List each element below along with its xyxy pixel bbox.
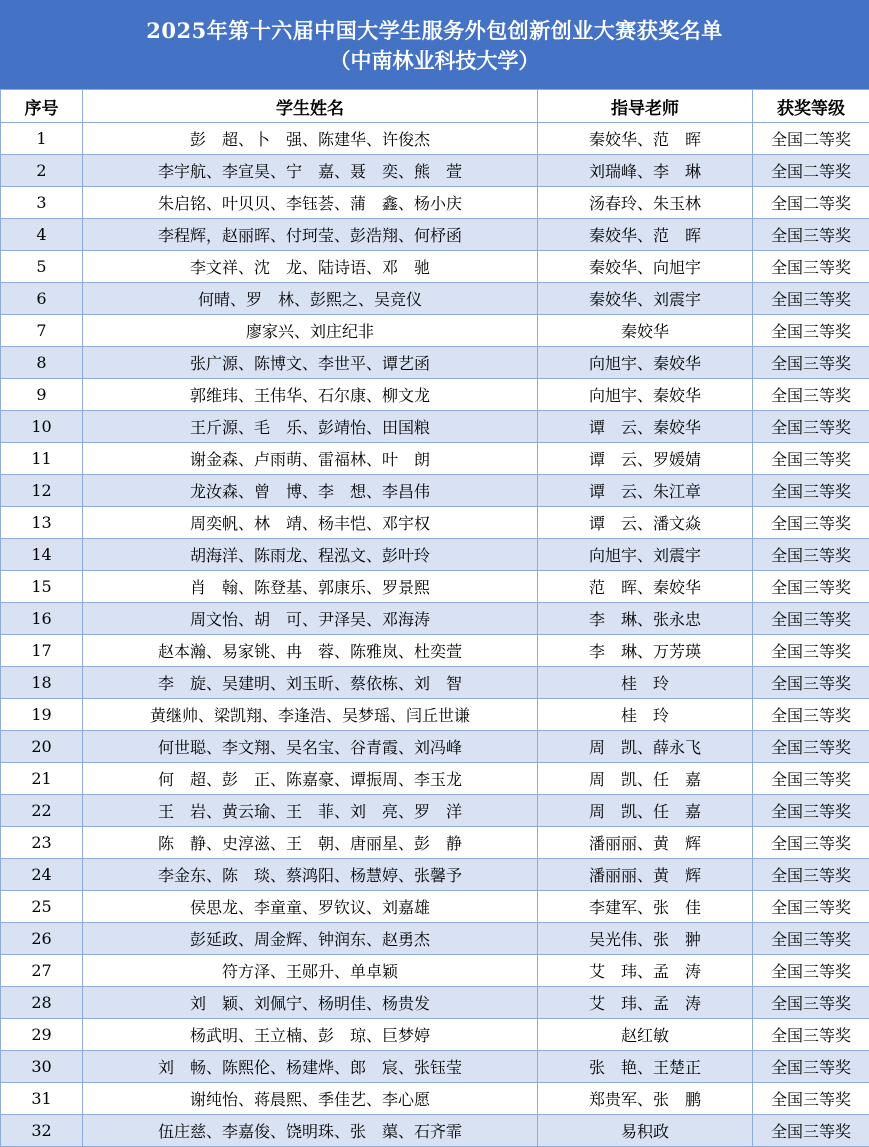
cell-student-names: 赵本瀚、易家铫、冉 蓉、陈雅岚、杜奕萱 [83, 635, 538, 667]
cell-advisors: 吴光伟、张 翀 [538, 923, 753, 955]
table-row [1, 315, 869, 347]
table-row [1, 827, 869, 859]
cell-advisors: 范 晖、秦姣华 [538, 571, 753, 603]
table-row [1, 251, 869, 283]
cell-student-names: 李金东、陈 琰、蔡鸿阳、杨慧婷、张馨予 [83, 859, 538, 891]
cell-award-level: 全国三等奖 [753, 507, 869, 539]
table-row [1, 603, 869, 635]
table-row [1, 219, 869, 251]
cell-advisors: 赵红敏 [538, 1019, 753, 1051]
cell-index: 12 [1, 475, 83, 507]
table-body [1, 123, 869, 1147]
cell-advisors: 艾 玮、孟 涛 [538, 987, 753, 1019]
cell-advisors: 向旭宇、刘震宇 [538, 539, 753, 571]
cell-award-level: 全国三等奖 [753, 667, 869, 699]
cell-index: 25 [1, 891, 83, 923]
cell-advisors: 秦姣华、向旭宇 [538, 251, 753, 283]
cell-student-names: 何晴、罗 林、彭熙之、吴竞仪 [83, 283, 538, 315]
cell-award-level: 全国三等奖 [753, 603, 869, 635]
cell-award-level: 全国三等奖 [753, 955, 869, 987]
cell-index: 7 [1, 315, 83, 347]
cell-index: 20 [1, 731, 83, 763]
cell-student-names: 周文怡、胡 可、尹泽吴、邓海涛 [83, 603, 538, 635]
cell-student-names: 肖 翰、陈登基、郭康乐、罗景熙 [83, 571, 538, 603]
table-row [1, 1051, 869, 1083]
table-row [1, 283, 869, 315]
cell-award-level: 全国三等奖 [753, 283, 869, 315]
cell-student-names: 刘 颖、刘佩宁、杨明佳、杨贵发 [83, 987, 538, 1019]
cell-award-level: 全国三等奖 [753, 443, 869, 475]
cell-award-level: 全国三等奖 [753, 379, 869, 411]
cell-advisors: 向旭宇、秦姣华 [538, 379, 753, 411]
cell-award-level: 全国三等奖 [753, 635, 869, 667]
cell-award-level: 全国三等奖 [753, 891, 869, 923]
cell-index: 27 [1, 955, 83, 987]
cell-student-names: 彭延政、周金辉、钟润东、赵勇杰 [83, 923, 538, 955]
cell-advisors: 周 凯、任 嘉 [538, 763, 753, 795]
cell-advisors: 秦姣华、范 晖 [538, 219, 753, 251]
cell-award-level: 全国三等奖 [753, 347, 869, 379]
cell-award-level: 全国三等奖 [753, 699, 869, 731]
cell-student-names: 郭维玮、王伟华、石尔康、柳文龙 [83, 379, 538, 411]
cell-student-names: 龙汝森、曾 博、李 想、李昌伟 [83, 475, 538, 507]
header-student-names: 学生姓名 [83, 90, 538, 123]
cell-award-level: 全国三等奖 [753, 475, 869, 507]
cell-student-names: 王 岩、黄云瑜、王 菲、刘 亮、罗 洋 [83, 795, 538, 827]
cell-index: 13 [1, 507, 83, 539]
cell-advisors: 秦姣华、刘震宇 [538, 283, 753, 315]
cell-award-level: 全国三等奖 [753, 731, 869, 763]
cell-index: 21 [1, 763, 83, 795]
cell-student-names: 侯思龙、李童童、罗钦议、刘嘉雄 [83, 891, 538, 923]
cell-index: 10 [1, 411, 83, 443]
cell-index: 29 [1, 1019, 83, 1051]
cell-index: 4 [1, 219, 83, 251]
table-row [1, 795, 869, 827]
cell-advisors: 李建军、张 佳 [538, 891, 753, 923]
cell-index: 19 [1, 699, 83, 731]
cell-index: 17 [1, 635, 83, 667]
cell-award-level: 全国二等奖 [753, 187, 869, 219]
cell-advisors: 艾 玮、孟 涛 [538, 955, 753, 987]
cell-award-level: 全国三等奖 [753, 923, 869, 955]
table-row [1, 187, 869, 219]
table-row [1, 987, 869, 1019]
cell-advisors: 郑贵军、张 鹏 [538, 1083, 753, 1115]
cell-award-level: 全国二等奖 [753, 123, 869, 155]
table-header-row [1, 90, 869, 123]
cell-index: 15 [1, 571, 83, 603]
cell-advisors: 潘丽丽、黄 辉 [538, 827, 753, 859]
cell-advisors: 潘丽丽、黄 辉 [538, 859, 753, 891]
table-row [1, 1115, 869, 1147]
cell-advisors: 易积政 [538, 1115, 753, 1147]
cell-advisors: 李 琳、万芳瑛 [538, 635, 753, 667]
cell-index: 23 [1, 827, 83, 859]
table-row [1, 763, 869, 795]
cell-advisors: 桂 玲 [538, 667, 753, 699]
cell-index: 28 [1, 987, 83, 1019]
cell-award-level: 全国三等奖 [753, 1051, 869, 1083]
cell-award-level: 全国二等奖 [753, 155, 869, 187]
table-row [1, 347, 869, 379]
table-row [1, 155, 869, 187]
cell-index: 14 [1, 539, 83, 571]
cell-index: 26 [1, 923, 83, 955]
cell-award-level: 全国三等奖 [753, 1115, 869, 1147]
cell-index: 16 [1, 603, 83, 635]
cell-index: 3 [1, 187, 83, 219]
cell-advisors: 张 艳、王楚正 [538, 1051, 753, 1083]
cell-index: 8 [1, 347, 83, 379]
cell-student-names: 张广源、陈博文、李世平、谭艺函 [83, 347, 538, 379]
cell-student-names: 陈 静、史淳滋、王 朝、唐丽星、彭 静 [83, 827, 538, 859]
cell-student-names: 朱启铭、叶贝贝、李钰荟、蒲 鑫、杨小庆 [83, 187, 538, 219]
page-subtitle: （中南林业科技大学） [330, 46, 540, 76]
cell-student-names: 胡海洋、陈雨龙、程泓文、彭叶玲 [83, 539, 538, 571]
cell-advisors: 周 凯、薛永飞 [538, 731, 753, 763]
cell-index: 5 [1, 251, 83, 283]
cell-student-names: 杨武明、王立楠、彭 琼、巨梦婷 [83, 1019, 538, 1051]
cell-student-names: 谢金森、卢雨萌、雷福林、叶 朗 [83, 443, 538, 475]
award-table [0, 89, 869, 1147]
cell-advisors: 刘瑞峰、李 琳 [538, 155, 753, 187]
table-row [1, 923, 869, 955]
cell-award-level: 全国三等奖 [753, 1019, 869, 1051]
cell-award-level: 全国三等奖 [753, 411, 869, 443]
cell-student-names: 李文祥、沈 龙、陆诗语、邓 驰 [83, 251, 538, 283]
cell-index: 1 [1, 123, 83, 155]
cell-advisors: 秦姣华 [538, 315, 753, 347]
table-row [1, 123, 869, 155]
cell-advisors: 桂 玲 [538, 699, 753, 731]
table-row [1, 859, 869, 891]
cell-award-level: 全国三等奖 [753, 827, 869, 859]
table-row [1, 731, 869, 763]
cell-advisors: 谭 云、秦姣华 [538, 411, 753, 443]
cell-index: 32 [1, 1115, 83, 1147]
header-index: 序号 [1, 90, 83, 123]
table-row [1, 699, 869, 731]
table-row [1, 1083, 869, 1115]
cell-advisors: 周 凯、任 嘉 [538, 795, 753, 827]
cell-award-level: 全国三等奖 [753, 571, 869, 603]
table-row [1, 475, 869, 507]
table-row [1, 955, 869, 987]
cell-index: 6 [1, 283, 83, 315]
cell-student-names: 周奕帆、林 靖、杨丰恺、邓宇权 [83, 507, 538, 539]
title-banner [0, 0, 869, 89]
cell-advisors: 谭 云、朱江章 [538, 475, 753, 507]
table-row [1, 379, 869, 411]
cell-award-level: 全国三等奖 [753, 859, 869, 891]
table-row [1, 891, 869, 923]
cell-index: 24 [1, 859, 83, 891]
cell-index: 18 [1, 667, 83, 699]
cell-index: 31 [1, 1083, 83, 1115]
cell-index: 2 [1, 155, 83, 187]
cell-student-names: 李 旋、吴建明、刘玉昕、蔡依栋、刘 智 [83, 667, 538, 699]
cell-award-level: 全国三等奖 [753, 251, 869, 283]
cell-student-names: 黄继帅、梁凯翔、李逢浩、吴梦瑶、闫丘世谦 [83, 699, 538, 731]
cell-student-names: 王斤源、毛 乐、彭靖怡、田国粮 [83, 411, 538, 443]
cell-student-names: 彭 超、卜 强、陈建华、许俊杰 [83, 123, 538, 155]
cell-advisors: 秦姣华、范 晖 [538, 123, 753, 155]
cell-award-level: 全国三等奖 [753, 763, 869, 795]
cell-index: 30 [1, 1051, 83, 1083]
cell-student-names: 何 超、彭 正、陈嘉豪、谭振周、李玉龙 [83, 763, 538, 795]
table-row [1, 635, 869, 667]
cell-student-names: 何世聪、李文翔、吴名宝、谷青霞、刘冯峰 [83, 731, 538, 763]
cell-advisors: 李 琳、张永忠 [538, 603, 753, 635]
header-award-level: 获奖等级 [753, 90, 869, 123]
cell-student-names: 李程辉，赵丽晖、付珂莹、彭浩翔、何杼函 [83, 219, 538, 251]
cell-advisors: 谭 云、潘文焱 [538, 507, 753, 539]
cell-award-level: 全国三等奖 [753, 795, 869, 827]
cell-index: 11 [1, 443, 83, 475]
cell-award-level: 全国三等奖 [753, 219, 869, 251]
table-row [1, 571, 869, 603]
cell-student-names: 谢纯怡、蒋晨熙、季佳艺、李心愿 [83, 1083, 538, 1115]
header-advisors: 指导老师 [538, 90, 753, 123]
cell-index: 9 [1, 379, 83, 411]
cell-student-names: 符方泽、王郧升、单卓颖 [83, 955, 538, 987]
cell-student-names: 伍庄慈、李嘉俊、饶明珠、张 蕖、石齐霏 [83, 1115, 538, 1147]
cell-award-level: 全国三等奖 [753, 1083, 869, 1115]
table-row [1, 539, 869, 571]
cell-advisors: 向旭宇、秦姣华 [538, 347, 753, 379]
cell-index: 22 [1, 795, 83, 827]
table-row [1, 507, 869, 539]
table-row [1, 1019, 869, 1051]
cell-award-level: 全国三等奖 [753, 987, 869, 1019]
cell-student-names: 廖家兴、刘庄纪非 [83, 315, 538, 347]
cell-award-level: 全国三等奖 [753, 539, 869, 571]
cell-award-level: 全国三等奖 [753, 315, 869, 347]
table-row [1, 443, 869, 475]
cell-advisors: 汤春玲、朱玉林 [538, 187, 753, 219]
table-row [1, 411, 869, 443]
table-row [1, 667, 869, 699]
cell-student-names: 李宇航、李宣昊、宁 嘉、聂 奕、熊 萱 [83, 155, 538, 187]
page-title: 2025年第十六届中国大学生服务外包创新创业大赛获奖名单 [146, 16, 722, 46]
cell-advisors: 谭 云、罗媛婧 [538, 443, 753, 475]
cell-student-names: 刘 畅、陈熙伦、杨建烨、郎 宸、张钰莹 [83, 1051, 538, 1083]
